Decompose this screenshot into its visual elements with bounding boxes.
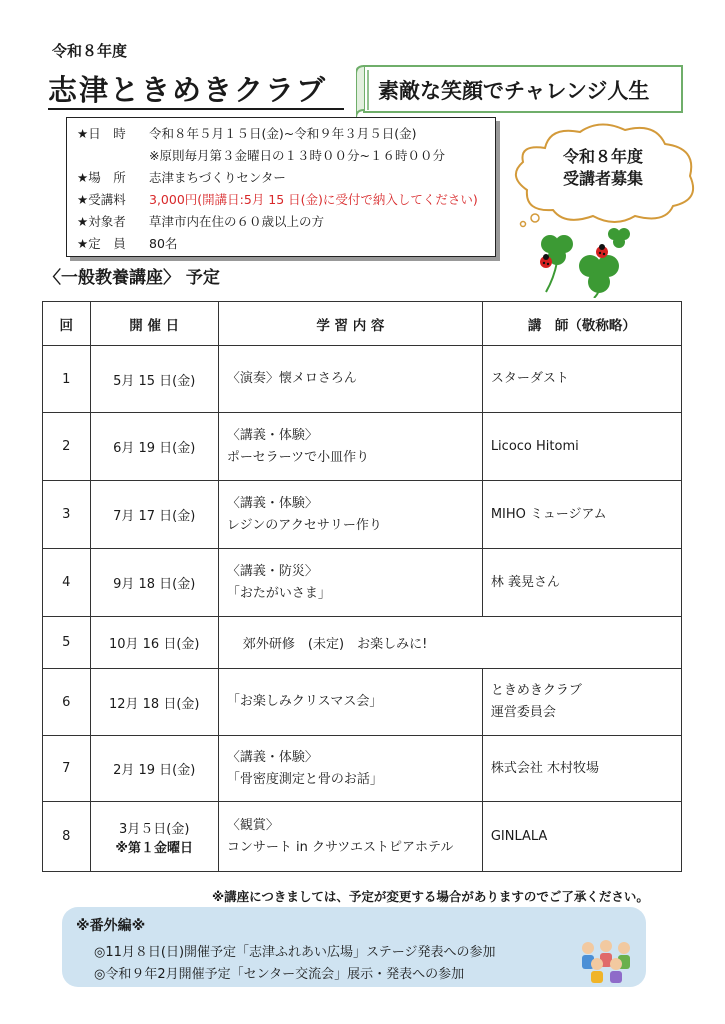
header-teacher: 講 師（敬称略） xyxy=(482,302,681,346)
table-row xyxy=(43,481,682,549)
recruit-line1: 令和８年度 xyxy=(562,147,643,166)
row-teacher xyxy=(482,481,681,549)
info-fee-row xyxy=(77,190,478,208)
schedule-table xyxy=(42,301,682,872)
content-line: ポーセラーツで小皿作り xyxy=(226,449,370,465)
row-no: 2 xyxy=(43,413,91,481)
teacher-line: MIHO ミュージアム xyxy=(490,506,607,522)
row-teacher xyxy=(482,736,681,802)
content-line: レジンのアクセサリー作り xyxy=(226,517,382,533)
row-date: 6月 19 日(金) xyxy=(90,413,218,481)
club-title: 志津ときめきクラブ xyxy=(48,73,328,107)
recruit-line2: 受講者募集 xyxy=(562,169,643,188)
info-date-label: ★日 時 xyxy=(77,126,126,141)
row-teacher xyxy=(482,669,681,736)
table-row xyxy=(43,617,682,669)
content-line: コンサート in クサツエストピアホテル xyxy=(226,839,454,855)
row-date: 9月 18 日(金) xyxy=(90,549,218,617)
info-fee-label: ★受講料 xyxy=(77,192,126,207)
teacher-line: ときめきクラブ xyxy=(490,683,582,698)
info-capacity-label: ★定 員 xyxy=(77,236,126,251)
info-target-row xyxy=(77,212,324,230)
slogan-banner xyxy=(356,60,688,118)
row-date xyxy=(90,802,218,872)
content-line: 「おたがいさま」 xyxy=(226,585,331,601)
row-date: 7月 17 日(金) xyxy=(90,481,218,549)
info-capacity-row xyxy=(77,234,177,252)
year-label: 令和８年度 xyxy=(52,42,128,60)
row-no: 8 xyxy=(43,802,91,872)
row-content xyxy=(218,481,482,549)
info-target-label: ★対象者 xyxy=(77,214,126,229)
content-line: 「骨密度測定と骨のお話」 xyxy=(226,771,383,787)
bonus-item-2: ◎令和９年2月開催予定「センター交流会」展示・発表への参加 xyxy=(94,967,465,982)
row-no: 7 xyxy=(43,736,91,802)
info-date-row xyxy=(77,124,416,142)
info-capacity-value: 80名 xyxy=(149,236,178,251)
table-header-row xyxy=(43,302,682,346)
row-no: 6 xyxy=(43,669,91,736)
info-fee-value: 3,000円(開講日:5月 15 日(金)に受付で納入してください) xyxy=(149,192,478,207)
date-text: 3月５日(金) xyxy=(119,821,190,837)
slogan-text: 素敵な笑顔でチャレンジ人生 xyxy=(378,79,650,103)
table-row xyxy=(43,802,682,872)
teacher-line: 運営委員会 xyxy=(490,705,556,720)
content-line: 「お楽しみクリスマス会」 xyxy=(226,694,383,709)
bonus-title: ※番外編※ xyxy=(76,918,146,934)
info-date-value: 令和８年５月１５日(金)~令和９年３月５日(金) xyxy=(149,126,417,141)
teacher-line: 林 義晃さん xyxy=(490,574,560,590)
row-content xyxy=(218,736,482,802)
content-line: 〈講義・防災〉 xyxy=(226,563,318,579)
row-no: 3 xyxy=(43,481,91,549)
date-note: ※第１金曜日 xyxy=(115,840,194,856)
change-notice: ※講座につきましては、予定が変更する場合がありますのでご了承ください。 xyxy=(212,889,649,904)
row-content xyxy=(218,802,482,872)
title-underline xyxy=(48,108,344,110)
content-line: 〈観賞〉 xyxy=(226,817,279,833)
row-merged-content: 郊外研修 (未定) お楽しみに! xyxy=(218,617,681,669)
row-no: 1 xyxy=(43,346,91,413)
info-place-label: ★場 所 xyxy=(77,170,126,185)
info-box xyxy=(66,117,496,257)
row-date: 12月 18 日(金) xyxy=(90,669,218,736)
row-content xyxy=(218,669,482,736)
section-title: 〈一般教養講座〉 予定 xyxy=(44,268,220,288)
content-line: 〈講義・体験〉 xyxy=(226,495,318,511)
bonus-box xyxy=(62,907,646,987)
bonus-item-1: ◎11月８日(日)開催予定「志津ふれあい広場」ステージ発表への参加 xyxy=(94,945,496,960)
info-place-row xyxy=(77,168,286,186)
table-row xyxy=(43,413,682,481)
teacher-line: スターダスト xyxy=(490,371,569,386)
row-date: 5月 15 日(金) xyxy=(90,346,218,413)
row-date: 10月 16 日(金) xyxy=(90,617,218,669)
teacher-line: 株式会社 木村牧場 xyxy=(490,760,599,776)
row-content xyxy=(218,413,482,481)
table-row xyxy=(43,669,682,736)
header-content: 学 習 内 容 xyxy=(218,302,482,346)
row-no: 5 xyxy=(43,617,91,669)
header-date: 開 催 日 xyxy=(90,302,218,346)
table-row xyxy=(43,736,682,802)
info-date-note: ※原則毎月第３金曜日の１３時００分~１６時００分 xyxy=(149,148,445,163)
row-content xyxy=(218,346,482,413)
row-teacher xyxy=(482,346,681,413)
teacher-line: Licoco Hitomi xyxy=(490,438,579,454)
row-content xyxy=(218,549,482,617)
clover-ladybug-illustration xyxy=(528,222,632,298)
teacher-line: GINLALA xyxy=(490,828,548,844)
row-teacher xyxy=(482,802,681,872)
content-line: 〈講義・体験〉 xyxy=(226,427,318,443)
row-teacher xyxy=(482,549,681,617)
table-row xyxy=(43,346,682,413)
table-row xyxy=(43,549,682,617)
row-teacher xyxy=(482,413,681,481)
info-place-value: 志津まちづくりセンター xyxy=(149,170,286,185)
content-line: 〈演奏〉懐メロさろん xyxy=(226,371,357,386)
recruit-cloud xyxy=(505,118,705,228)
ladybug-icon xyxy=(596,244,608,258)
info-target-value: 草津市内在住の６０歳以上の方 xyxy=(149,214,325,229)
row-no: 4 xyxy=(43,549,91,617)
header-no: 回 xyxy=(43,302,91,346)
people-group-icon xyxy=(578,936,636,984)
row-date: 2月 19 日(金) xyxy=(90,736,218,802)
content-line: 〈講義・体験〉 xyxy=(226,749,318,765)
